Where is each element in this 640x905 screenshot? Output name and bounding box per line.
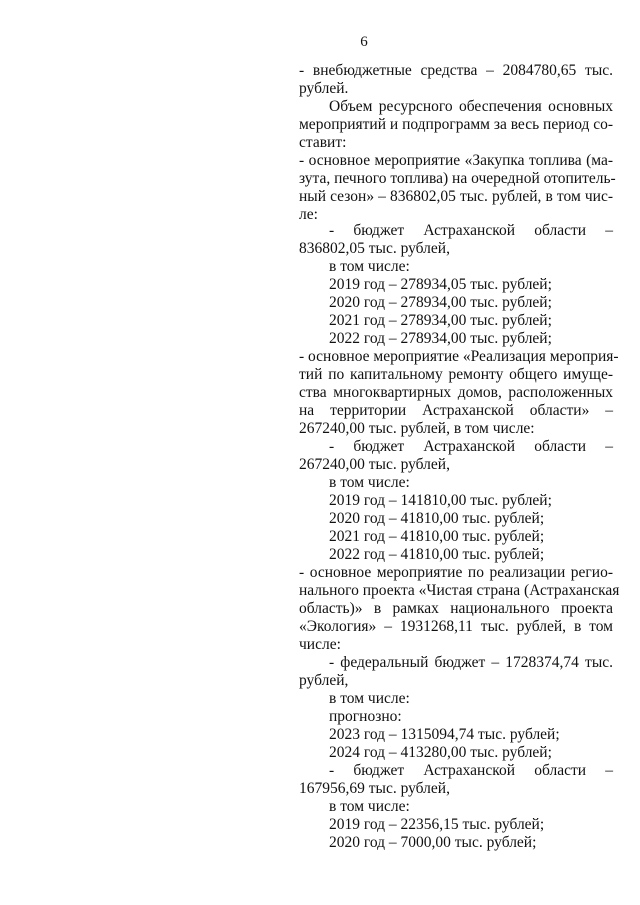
text-line: - основное мероприятие по реализации регио-	[299, 564, 613, 581]
text-line: 2019 год – 141810,00 тыс. рублей;	[329, 492, 552, 509]
text-line: - основное мероприятие «Реализация мероприя-	[299, 348, 619, 365]
text-line: 2020 год – 7000,00 тыс. рублей;	[329, 834, 537, 851]
text-line: числе:	[299, 636, 341, 653]
text-line: на территории Астраханской области» –	[299, 402, 613, 419]
text-line: 2024 год – 413280,00 тыс. рублей;	[329, 744, 552, 761]
text-line: - внебюджетные средства – 2084780,65 тыс.	[299, 62, 613, 79]
text-line: 2023 год – 1315094,74 тыс. рублей;	[329, 726, 560, 743]
text-line: «Экология» – 1931268,11 тыс. рублей, в том	[299, 618, 613, 635]
text-line: - бюджет Астраханской области –	[329, 762, 613, 779]
text-line: - бюджет Астраханской области –	[329, 222, 613, 239]
text-line: ный сезон» – 836802,05 тыс. рублей, в том чис-	[299, 188, 613, 205]
text-line: рублей.	[299, 80, 349, 97]
text-line: 267240,00 тыс. рублей,	[299, 456, 450, 473]
text-line: - бюджет Астраханской области –	[329, 438, 613, 455]
text-line: в том числе:	[329, 474, 410, 491]
text-line: в том числе:	[329, 798, 410, 815]
text-line: 2020 год – 41810,00 тыс. рублей;	[329, 510, 545, 527]
text-line: 2019 год – 278934,05 тыс. рублей;	[329, 276, 552, 293]
text-line: 2022 год – 41810,00 тыс. рублей;	[329, 546, 545, 563]
text-line: 836802,05 тыс. рублей,	[299, 240, 450, 257]
text-line: мероприятий и подпрограмм за весь период со-	[299, 116, 614, 133]
text-line: 2022 год – 278934,00 тыс. рублей;	[329, 330, 552, 347]
page-number: 6	[360, 34, 368, 50]
text-line: ставит:	[299, 134, 347, 151]
text-line: 2019 год – 22356,15 тыс. рублей;	[329, 816, 545, 833]
text-line: в том числе:	[329, 258, 410, 275]
text-line: нального проекта «Чистая страна (Астраханская	[299, 582, 620, 599]
text-line: 167956,69 тыс. рублей,	[299, 780, 450, 797]
text-line: 2021 год – 278934,00 тыс. рублей;	[329, 312, 552, 329]
text-line: рублей,	[299, 672, 349, 689]
text-line: Объем ресурсного обеспечения основных	[329, 98, 613, 115]
text-line: 267240,00 тыс. рублей, в том числе:	[299, 420, 535, 437]
text-line: тий по капитальному ремонту общего имуще-	[299, 366, 613, 383]
text-line: прогнозно:	[329, 708, 402, 725]
text-line: 2020 год – 278934,00 тыс. рублей;	[329, 294, 552, 311]
text-line: ле:	[299, 206, 318, 223]
text-line: ства многоквартирных домов, расположенных	[299, 384, 613, 401]
text-line: 2021 год – 41810,00 тыс. рублей;	[329, 528, 545, 545]
text-line: - основное мероприятие «Закупка топлива (ма-	[299, 152, 613, 169]
text-line: - федеральный бюджет – 1728374,74 тыс.	[329, 654, 613, 671]
text-line: зута, печного топлива) на очередной отопитель-	[299, 170, 616, 187]
text-line: в том числе:	[329, 690, 410, 707]
text-line: область)» в рамках национального проекта	[299, 600, 613, 617]
